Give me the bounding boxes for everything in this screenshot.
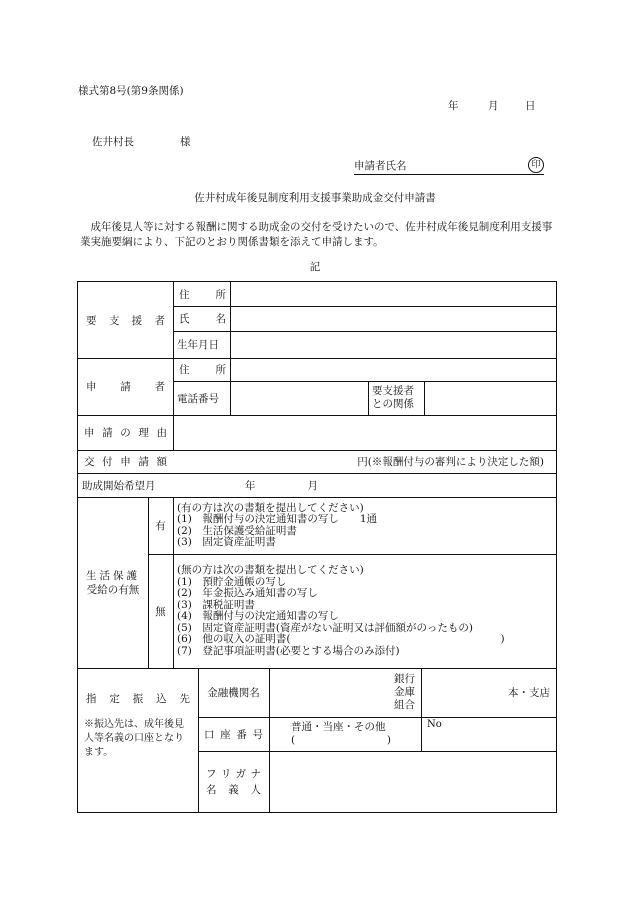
start-month-unit: 月	[307, 479, 318, 492]
start-month-label: 助成開始希望月	[82, 479, 156, 492]
applicant-phone-field[interactable]	[230, 381, 368, 415]
account-no-short-label: No	[427, 719, 442, 730]
reason-label: 申 請 の 理 由	[84, 427, 167, 439]
welfare-no-label: 無	[155, 605, 166, 618]
yes-doc-line: (有の方は次の書類を提出してください)	[177, 501, 364, 514]
supportee-name-label: 氏 名	[179, 313, 226, 325]
applicant-name-field[interactable]	[354, 158, 544, 175]
no-doc-line: (4) 報酬付与の決定通知書の写し	[177, 610, 339, 622]
addressee-honorific: 様	[180, 136, 191, 148]
welfare-label-line2: 受給の有無	[86, 583, 140, 596]
amount-field[interactable]	[173, 450, 556, 473]
applicant-phone-label: 電話番号	[177, 392, 219, 405]
bank-note: ※振込先は、成年後見人等名義の口座となります。	[84, 719, 184, 758]
welfare-no-docs	[173, 554, 556, 668]
no-doc-line: (5) 固定資産証明書(資産がない証明又は評価額がのったもの)	[177, 621, 473, 634]
no-doc-line: (6) 他の収入の証明書( )	[177, 633, 505, 645]
bank-section-label: 指 定 振 込 先	[86, 692, 190, 705]
account-number-field[interactable]	[421, 717, 556, 751]
body-text	[80, 220, 558, 250]
holder-name-label: 名 義 人	[206, 784, 261, 796]
applicant-address-label: 住 所	[179, 364, 226, 376]
bank-type-kinko: 金庫	[394, 686, 415, 698]
yes-doc-line: (1) 報酬付与の決定通知書の写し 1通	[177, 513, 378, 525]
no-doc-line: (無の方は次の書類を提出してください)	[177, 564, 364, 576]
welfare-yes-docs	[173, 497, 556, 554]
amount-note: 円(※報酬付与の審判により決定した額)	[357, 456, 544, 468]
ki-heading: 記	[309, 261, 321, 273]
supportee-address-label: 住 所	[179, 288, 226, 301]
date-year-label: 年	[448, 100, 459, 112]
no-doc-line: (1) 預貯金通帳の写し	[177, 575, 287, 588]
holder-field[interactable]	[269, 751, 556, 813]
branch-field[interactable]	[421, 668, 556, 717]
yes-doc-line: (3) 固定資産証明書	[177, 536, 276, 548]
supportee-birthdate-field[interactable]	[230, 331, 556, 358]
no-doc-line: (7) 登記事項証明書(必要とする場合のみ添付)	[177, 644, 400, 657]
bank-name-field[interactable]	[269, 668, 421, 717]
bank-type-kumiai: 組合	[394, 699, 415, 711]
date-month-label: 月	[488, 100, 499, 112]
form-number: 様式第8号(第9条関係)	[78, 85, 184, 97]
date-line	[448, 98, 536, 113]
welfare-label-line1: 生活保護	[86, 569, 140, 582]
relation-label-line2: との関係	[372, 398, 414, 410]
supportee-label: 要 支 援 者	[86, 314, 165, 327]
relation-label	[368, 381, 424, 415]
start-year-label: 年	[245, 479, 256, 492]
yes-doc-line: (2) 生活保護受給証明書	[177, 524, 297, 537]
relation-field[interactable]	[424, 381, 556, 415]
applicant-label: 申 請 者	[86, 381, 165, 393]
addressee	[92, 134, 191, 149]
no-doc-line: (3) 課税証明書	[177, 598, 255, 611]
date-day-label: 日	[525, 100, 536, 112]
seal-mark: 印	[528, 157, 544, 173]
account-paren: ( )	[291, 734, 391, 746]
bank-type-bank: 銀行	[394, 673, 415, 685]
no-doc-line: (2) 年金振込み通知書の写し	[177, 587, 318, 599]
addressee-name: 佐井村長	[92, 136, 134, 148]
amount-label: 交 付 申 請 額	[84, 456, 167, 468]
body-paragraph: 成年後見人等に対する報酬に関する助成金の交付を受けたいので、佐井村成年後見制度利用支援事業実施要綱により、下記のとおり関係書類を添えて申請します。	[80, 221, 553, 248]
applicant-name-label: 申請者氏名	[354, 160, 407, 172]
account-no-label: 口 座 番 号	[204, 728, 263, 741]
furigana-label: フ リ ガ ナ	[206, 768, 261, 780]
start-month-field[interactable]	[173, 473, 556, 497]
supportee-birthdate-label: 生年月日	[177, 339, 219, 351]
branch-label: 本・支店	[508, 687, 550, 699]
welfare-yes-label: 有	[155, 520, 166, 532]
supportee-name-field[interactable]	[230, 306, 556, 331]
supportee-address-field[interactable]	[230, 282, 556, 306]
account-types: 普通・当座・その他	[291, 721, 386, 733]
relation-label-line1: 要支援者	[372, 385, 414, 397]
reason-field[interactable]	[173, 415, 556, 450]
welfare-label	[78, 497, 148, 668]
applicant-address-field[interactable]	[230, 358, 556, 381]
bank-name-label: 金融機関名	[207, 687, 260, 699]
application-form-grid	[77, 281, 557, 813]
document-title: 佐井村成年後見制度利用支援事業助成金交付申請書	[194, 192, 436, 204]
holder-label	[198, 751, 269, 813]
account-type-field[interactable]	[269, 717, 421, 751]
